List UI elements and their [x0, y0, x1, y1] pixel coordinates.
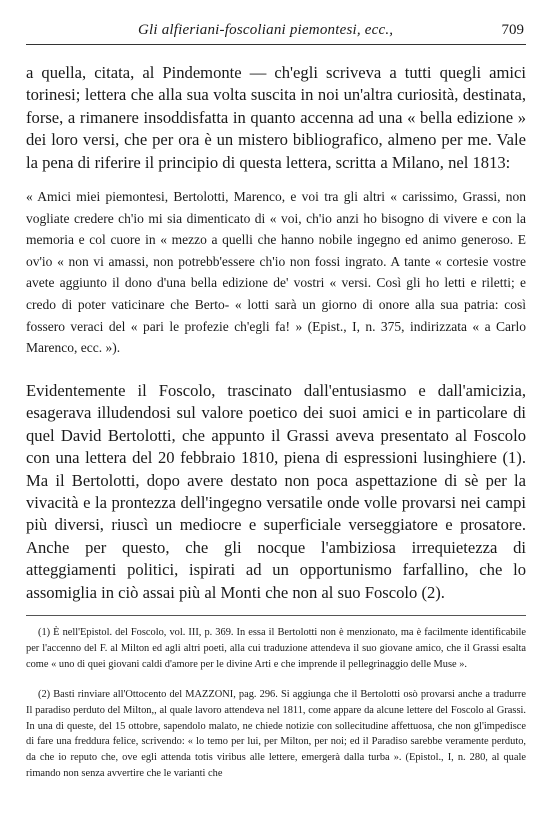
- footnote-1: (1) È nell'Epistol. del Foscolo, vol. III, p. 369. In essa il Bertolotti non è menzionato, ma è facilmente identificabile per l'accenno del F. al Milton ed agli altri poeti, alla cui traduzione attendeva il suo giovane amico, che il Grassi esalta come « uno di quei giovani caldi d'amore per le divine Arti e che imprende il pellegrinaggio delle Muse ».: [26, 627, 526, 670]
- main-paragraph: Evidentemente il Foscolo, trascinato dall'entusiasmo e dall'amicizia, esagerava illudendosi sul valore poetico dei suoi amici e in particolare di quel David Bertolotti, che appunto il Grassi aveva presentato al Foscolo con una lettera del 20 febbraio 1810, piena di espressioni lusinghiere (1). Ma il Bertolotti, dopo avere destato non poca aspettazione di sè per la vivacità e la prontezza dell'ingegno versatile onde volle provarsi nei campi più diversi, riuscì un mediocre e superficiale verseggiatore e prosatore. Anche per questo, che gli nocque l'ambiziosa irrequietezza di atteggiamenti politici, ispirati ad un opportunismo farfallino, che lo assomiglia in ciò assai più al Monti che non al suo Foscolo (2).: [26, 381, 526, 602]
- quoted-letter: « Amici miei piemontesi, Bertolotti, Marenco, e voi tra gli altri « carissimo, Grassi, non vogliate credere ch'io mi sia dimenticato di « voi, ch'io anzi ho bisogno di vivere e con la memoria e col cuore in « mezzo a quelli che hanno nobile ingegno ed animo generoso. E ov'io « non vi amassi, non potrebb'essere ch'io non fossi ingrato. A tante « cortesie vostre avete aggiunto il dono d'una bella edizione de' vostri « versi. Così gli ho letti e riletti; e credo di poter vaticinare che Berto- « lotti sarà un giorno di onore alla sua patria: così fossero veraci del « pari le profezie ch'egli fa! » (Epist., I, n. 375, indirizzata « a Carlo Marenco, ecc. »).: [26, 189, 526, 356]
- page-number: 709: [501, 22, 524, 38]
- running-title: Gli alfieriani-foscoliani piemontesi, ecc.,: [138, 22, 394, 38]
- running-head: [26, 20, 526, 44]
- book-page: [26, 0, 526, 830]
- intro-paragraph: a quella, citata, al Pindemonte — ch'egli scriveva a tutti quegli amici torinesi; lettera che alla sua volta suscita in noi un'altra curiosità, destinata, forse, a rimanere insoddisfatta in quanto accenna ad una « bella edizione » dei loro versi, che per ora è un mistero bibliografico, almeno per me. Vale la pena di riferire il principio di questa lettera, scritta a Milano, nel 1813:: [26, 63, 526, 172]
- footnote-2: (2) Basti rinviare all'Ottocento del MAZZONI, pag. 296. Si aggiunga che il Bertolotti osò provarsi anche a tradurre Il paradiso perduto del Milton,, al quale lavoro attendeva nel 1811, come appare da alcune lettere del Foscolo al Grassi. In una di queste, del 15 ottobre, sapendolo malato, ne chiede notizie con sollecitudine affettuosa, che non gl'impedisce di fare una freddura felice, scrivendo: « lo temo per lui, per Milton, per noi; ed il Paradiso sarebbe veramente perduto, da che io reputo che, ove egli attenda totis viribus alle lettere, emergerà dalla turba ». (Epistol., I, n. 280, al quale rimando non senza avvertire che le varianti che: [26, 689, 526, 779]
- header-rule: [26, 44, 526, 45]
- footnote-separator: [26, 615, 526, 616]
